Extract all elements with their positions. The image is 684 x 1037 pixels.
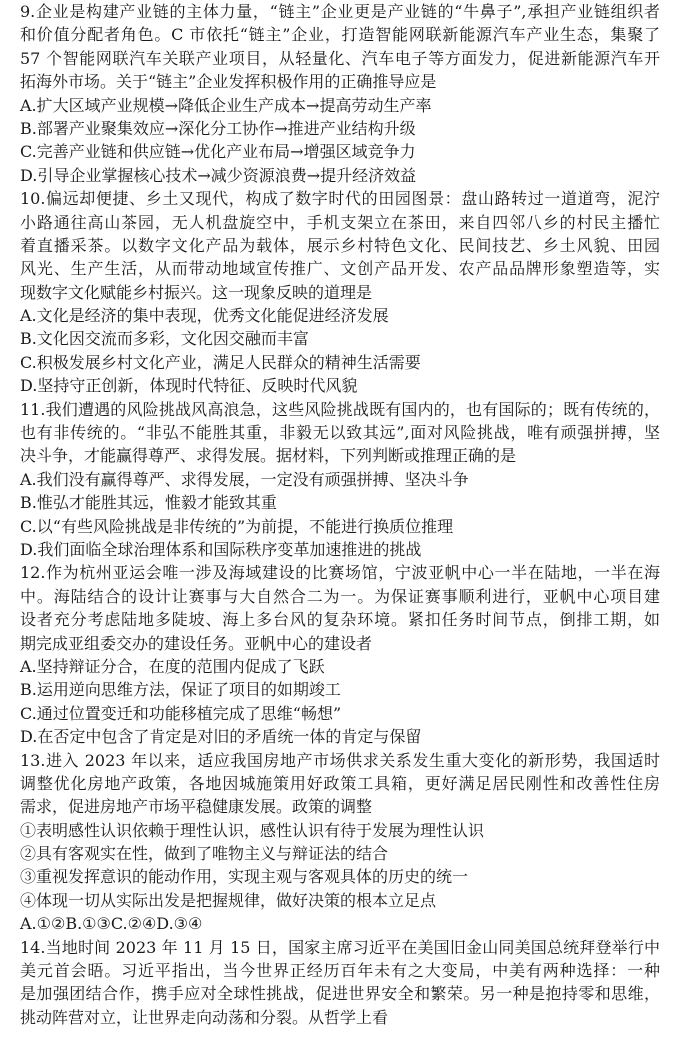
question-stem-line: 调整优化房地产政策，各地因城施策用好政策工具箱，更好满足居民刚性和改善性住房: [20, 773, 660, 793]
question-stem-line: 设者充分考虑陆地多陡坡、海上多台风的复杂环境。紧扣任务时间节点，倒排工期，如: [20, 610, 660, 630]
question-stem-line: 决斗争，才能赢得尊严、求得发展。据材料，下列判断或推理正确的是: [20, 446, 517, 466]
question-stem-line: 11.我们遭遇的风险挑战风高浪急，这些风险挑战既有国内的，也有国际的；既有传统的，: [20, 399, 660, 419]
question-stem-line: 需求，促进房地产市场平稳健康发展。政策的调整: [20, 797, 373, 817]
answer-option: B.文化因交流而多彩，文化因交融而丰富: [20, 329, 309, 349]
question-block: [20, 398, 660, 562]
question-stem-line: 期完成亚组委交办的建设任务。亚帆中心的建设者: [20, 633, 373, 653]
question-stem-line: 现数字文化赋能乡村振兴。这一现象反映的道理是: [20, 282, 373, 302]
question-stem-line: 也有非传统的。“非弘不能胜其重，非毅无以致其远”,面对风险挑战，唯有顽强拼搏，坚: [20, 423, 660, 443]
answer-option: A.坚持辩证分合，在度的范围内促成了飞跃: [20, 656, 325, 676]
answer-option: D.坚持守正创新，体现时代特征、反映时代风貌: [20, 376, 358, 396]
answer-option: C.积极发展乡村文化产业，满足人民群众的精神生活需要: [20, 352, 421, 372]
answer-option: B.惟弘才能胜其远，惟毅才能致其重: [20, 493, 277, 513]
answer-option: B.部署产业聚集效应→深化分工协作→推进产业结构升级: [20, 118, 416, 138]
question-block: [20, 561, 660, 748]
answer-option: D.在否定中包含了肯定是对旧的矛盾统一体的肯定与保留: [20, 727, 422, 747]
question-stem-line: 和价值分配者角色。C 市依托“链主”企业，打造智能网联新能源汽车产业生态，集聚了: [20, 25, 660, 45]
answer-option: D.我们面临全球治理体系和国际秩序变革加速推进的挑战: [20, 539, 422, 559]
question-stem-line: 是加强团结合作，携手应对全球性挑战，促进世界安全和繁荣。另一种是抱持零和思维，: [20, 984, 660, 1004]
answer-option: ②具有客观实在性，做到了唯物主义与辩证法的结合: [20, 844, 389, 864]
answer-option: ①表明感性认识依赖于理性认识，感性认识有待于发展为理性认识: [20, 820, 485, 840]
answer-option: C.完善产业链和供应链→优化产业布局→增强区域竞争力: [20, 142, 416, 162]
question-stem-line: 着直播采茶。以数字文化产品为载体，展示乡村特色文化、民间技艺、乡土风貌、田园: [20, 235, 660, 255]
question-block: [20, 187, 660, 398]
question-stem-line: 中。海陆结合的设计让赛事与大自然合二为一。为保证赛事顺利进行，亚帆中心项目建: [20, 586, 660, 606]
answer-option: C.通过位置变迁和功能移植完成了思维“畅想”: [20, 703, 342, 723]
answer-option: ③重视发挥意识的能动作用，实现主观与客观具体的历史的统一: [20, 867, 469, 887]
question-stem-line: 12.作为杭州亚运会唯一涉及海域建设的比赛场馆，宁波亚帆中心一半在陆地，一半在海: [20, 563, 660, 583]
question-block: [20, 0, 660, 187]
question-block: [20, 936, 660, 1030]
question-stem-line: 9.企业是构建产业链的主体力量，“链主”企业更是产业链的“牛鼻子”,承担产业链组织者: [20, 2, 660, 21]
question-stem-line: 美元首会晤。习近平指出，当今世界正经历百年未有之大变局，中美有两种选择：一种: [20, 961, 660, 981]
answer-option: A.我们没有赢得尊严、求得发展，一定没有顽强拼搏、坚决斗争: [20, 469, 469, 489]
answer-option: C.以“有些风险挑战是非传统的”为前提，不能进行换质位推理: [20, 516, 454, 536]
question-block: [20, 749, 660, 936]
question-stem-line: 挑动阵营对立，让世界走向动荡和分裂。从哲学上看: [20, 1007, 389, 1027]
question-stem-line: 10.偏远却便捷、乡土又现代，构成了数字时代的田园图景：盘山路转过一道道弯，泥泞: [20, 189, 660, 209]
question-stem-line: 13.进入 2023 年以来，适应我国房地产市场供求关系发生重大变化的新形势，我国适时: [20, 750, 660, 770]
answer-option: A.①②B.①③C.②④D.③④: [20, 914, 203, 934]
answer-option: ④体现一切从实际出发是把握规律，做好决策的根本立足点: [20, 890, 437, 910]
question-stem-line: 小路通往高山茶园，无人机盘旋空中，手机支架立在茶田，来自四邻八乡的村民主播忙: [20, 212, 660, 232]
question-stem-line: 14.当地时间 2023 年 11 月 15 日，国家主席习近平在美国旧金山同美国总统拜登举行中: [20, 937, 660, 957]
question-stem-line: 57 个智能网联汽车关联产业项目，从轻量化、汽车电子等方面发力，促进新能源汽车开: [20, 48, 660, 68]
question-stem-line: 风光、生产生活，从而带动地域宣传推广、文创产品开发、农产品品牌形象塑造等，实: [20, 259, 660, 279]
question-stem-line: 拓海外市场。关于“链主”企业发挥积极作用的正确推导应是: [20, 72, 437, 92]
answer-option: A.文化是经济的集中表现，优秀文化能促进经济发展: [20, 306, 389, 326]
answer-option: A.扩大区域产业规模→降低企业生产成本→提高劳动生产率: [20, 95, 432, 115]
answer-option: B.运用逆向思维方法，保证了项目的如期竣工: [20, 680, 341, 700]
exam-document: [20, 0, 660, 1029]
answer-option: D.引导企业掌握核心技术→减少资源浪费→提升经济效益: [20, 165, 417, 185]
